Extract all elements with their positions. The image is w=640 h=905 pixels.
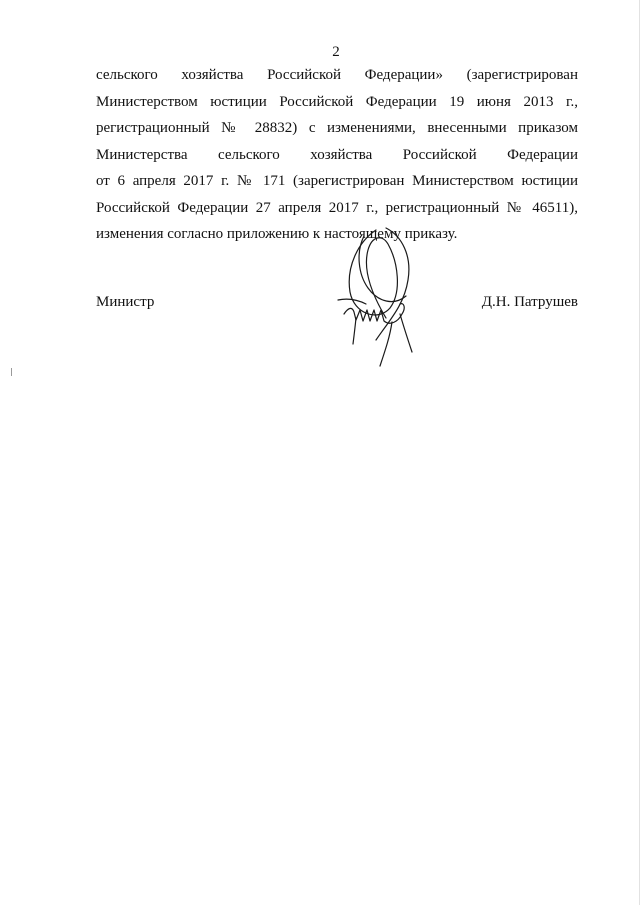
scan-margin-mark <box>11 368 12 376</box>
paragraph-line: регистрационный № 28832) с изменениями, внесенными приказом <box>96 120 578 136</box>
paragraph-line: изменения согласно приложению к настоящему приказу. <box>96 226 458 242</box>
signer-title: Министр <box>96 294 155 310</box>
paragraph-line: Министерства сельского хозяйства Российской Федерации <box>96 146 578 163</box>
page-number: 2 <box>332 44 340 60</box>
paragraph-line: сельского хозяйства Российской Федерации» (зарегистрирован <box>96 67 578 83</box>
paragraph-line: Министерством юстиции Российской Федерации 19 июня 2013 г., <box>96 93 578 110</box>
paragraph-line: Российской Федерации 27 апреля 2017 г., регистрационный № 46511), <box>96 199 578 216</box>
body-paragraph <box>96 62 578 248</box>
signature-block <box>96 294 578 318</box>
signer-name: Д.Н. Патрушев <box>481 294 578 310</box>
paragraph-line: от 6 апреля 2017 г. № 171 (зарегистрирован Министерством юстиции <box>96 173 578 189</box>
